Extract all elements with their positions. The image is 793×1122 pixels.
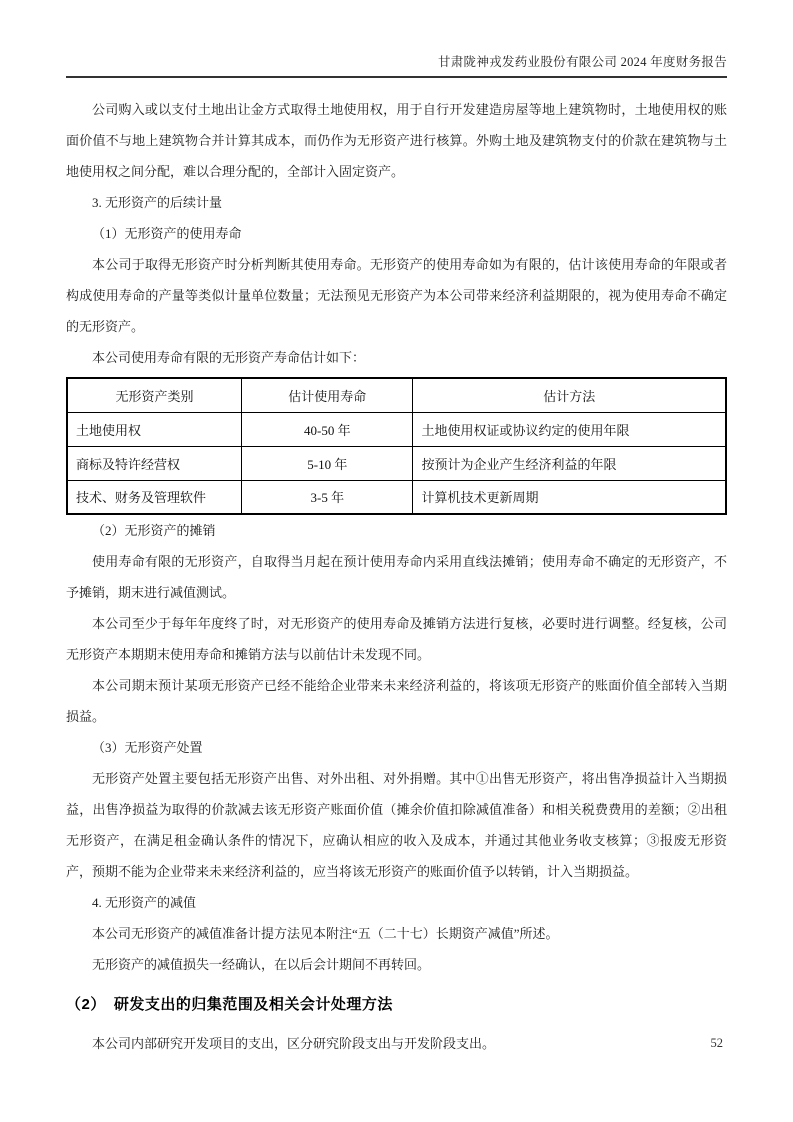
table-row [67, 446, 726, 480]
section-heading-rd-expenditure: （2） 研发支出的归集范围及相关会计处理方法 [66, 996, 393, 1013]
table-header-row [67, 378, 726, 412]
useful-life-table [66, 377, 727, 515]
report-title: 甘肃陇神戎发药业股份有限公司 2024 年度财务报告 [437, 55, 727, 69]
cell-method: 按预计为企业产生经济利益的年限 [413, 446, 726, 480]
page-body [66, 77, 727, 1059]
subheading-subsequent-measurement: 3. 无形资产的后续计量 [92, 195, 223, 210]
paragraph-useful-life-judgement: 本公司于取得无形资产时分析判断其使用寿命。无形资产的使用寿命如为有限的，估计该使用寿命的年限或者构成使用寿命的产量等类似计量单位数量；无法预见无形资产为本公司带来经济利益期限的，视为使用寿命不确定的无形资产。 [66, 257, 727, 334]
cell-category: 土地使用权 [67, 412, 242, 446]
cell-category: 商标及特许经营权 [67, 446, 242, 480]
col-header-estimation-method: 估计方法 [413, 378, 726, 412]
col-header-estimated-life: 估计使用寿命 [242, 378, 413, 412]
cell-method: 土地使用权证或协议约定的使用年限 [413, 412, 726, 446]
paragraph-carrying-amount-transfer: 本公司期末预计某项无形资产已经不能给企业带来未来经济利益的，将该项无形资产的账面价值全部转入当期损益。 [66, 678, 727, 724]
subheading-useful-life: （1）无形资产的使用寿命 [92, 226, 242, 241]
paragraph-impairment-provision: 本公司无形资产的减值准备计提方法见本附注“五（二十七）长期资产减值”所述。 [92, 926, 559, 941]
paragraph-amortization-method: 使用寿命有限的无形资产，自取得当月起在预计使用寿命内采用直线法摊销；使用寿命不确定的无形资产，不予摊销，期末进行减值测试。 [66, 554, 727, 600]
cell-life: 5-10 年 [242, 446, 413, 480]
table-row [67, 480, 726, 514]
cell-life: 40-50 年 [242, 412, 413, 446]
paragraph-rd-expenditure: 本公司内部研究开发项目的支出，区分研究阶段支出与开发阶段支出。 [92, 1036, 496, 1051]
subheading-disposal: （3）无形资产处置 [92, 740, 203, 755]
cell-category: 技术、财务及管理软件 [67, 480, 242, 514]
subheading-impairment: 4. 无形资产的减值 [92, 895, 197, 910]
paragraph-disposal-detail: 无形资产处置主要包括无形资产出售、对外出租、对外捐赠。其中①出售无形资产，将出售净损益计入当期损益，出售净损益为取得的价款减去该无形资产账面价值（摊余价值扣除减值准备）和相关税费费用的差额；②出租无形资产，在满足租金确认条件的情况下，应确认相应的收入及成本，并通过其他业务收支核算；③报废无形资产，预期不能为企业带来未来经济利益的，应当将该无形资产的账面价值予以转销，计入当期损益。 [66, 771, 727, 879]
page-number: 52 [710, 1036, 723, 1050]
paragraph-annual-review: 本公司至少于每年年度终了时，对无形资产的使用寿命及摊销方法进行复核，必要时进行调整。经复核，公司无形资产本期期末使用寿命和摊销方法与以前估计未发现不同。 [66, 616, 727, 662]
paragraph-land-use-right: 公司购入或以支付土地出让金方式取得土地使用权，用于自行开发建造房屋等地上建筑物时，土地使用权的账面价值不与地上建筑物合并计算其成本，而仍作为无形资产进行核算。外购土地及建筑物支付的价款在建筑物与土地使用权之间分配，难以合理分配的，全部计入固定资产。 [66, 102, 727, 179]
paragraph-table-intro: 本公司使用寿命有限的无形资产寿命估计如下： [92, 350, 366, 365]
page-header [66, 0, 727, 78]
cell-method: 计算机技术更新周期 [413, 480, 726, 514]
subheading-amortization: （2）无形资产的摊销 [92, 523, 216, 538]
table-row [67, 412, 726, 446]
cell-life: 3-5 年 [242, 480, 413, 514]
paragraph-impairment-no-reversal: 无形资产的减值损失一经确认，在以后会计期间不再转回。 [92, 957, 431, 972]
col-header-category: 无形资产类别 [67, 378, 242, 412]
